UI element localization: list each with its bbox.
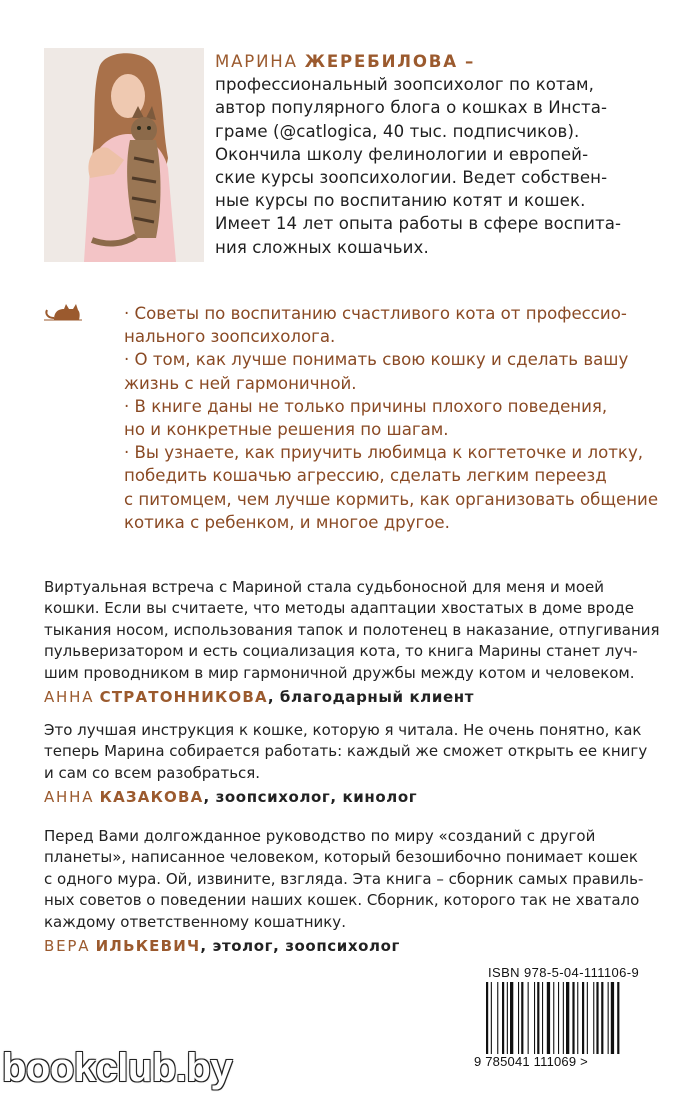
reviewer-last-name: ИЛЬКЕВИЧ (95, 937, 201, 956)
author-with-cat-image (44, 48, 204, 262)
author-last-name: ЖЕРЕБИЛОВА (304, 52, 458, 71)
feature-line: с питомцем, чем лучше кормить, как организовать общение (124, 489, 659, 509)
feature-line: · Советы по воспитанию счастливого кота от профессио- (124, 304, 627, 323)
review-line: шим проводником в мир гармоничной дружбы между котом и человеком. (44, 663, 635, 682)
author-dash: – (464, 52, 476, 71)
bio-line: ные курсы по воспитанию котят и кошек. (215, 191, 586, 211)
review-line: Перед Вами долгожданное руководство по миру «созданий с другой (44, 827, 596, 845)
feature-line: · О том, как лучше понимать свою кошку и сделать вашу (124, 350, 629, 370)
book-features-list (124, 302, 669, 534)
review-line: и сам со всем разобраться. (44, 763, 261, 782)
review-line: Это лучшая инструкция к кошке, которую я читала. Не очень понятно, как (44, 721, 642, 739)
feature-line: · В книге даны не только причины плохого поведения, (124, 396, 608, 416)
review-3 (44, 826, 664, 957)
reviewer-first-name: ВЕРА (44, 937, 91, 956)
bio-line: профессиональный зоопсихолог по котам, (215, 75, 595, 95)
author-first-name: МАРИНА (215, 52, 298, 71)
review-line: ных советов о поведении наших кошек. Сборник, которого так не хватало (44, 891, 640, 910)
reviewer-first-name: АННА (44, 688, 95, 707)
reviewer-signature (44, 787, 664, 808)
review-line: с одного мура. Ой, извините, взгляда. Эта книга – сборник самых правиль- (44, 869, 644, 888)
reviewer-role: , благодарный клиент (267, 688, 474, 707)
bio-line: ния сложных кошачьих. (215, 237, 429, 257)
cat-silhouette-icon (42, 302, 90, 326)
review-line: планеты», написанное человеком, который безошибочно понимает кошек (44, 848, 638, 867)
author-photo (44, 48, 204, 262)
reviewer-last-name: КАЗАКОВА (99, 788, 204, 807)
review-line: кошки. Если вы считаете, что методы адаптации хвостатых в доме вроде (44, 599, 634, 618)
feature-line: победить кошачью агрессию, сделать легким переезд (124, 466, 607, 486)
feature-line: но и конкретные решения по шагам. (124, 420, 449, 440)
reviewer-last-name: СТРАТОННИКОВА (99, 688, 268, 707)
isbn-label: ISBN 978-5-04-111106-9 (488, 965, 640, 980)
bio-line: автор популярного блога о кошках в Инста- (215, 98, 608, 118)
bio-line: ские курсы зоопсихологии. Ведет собствен- (215, 168, 608, 188)
review-line: тыкания носом, использования тапок и полотенец в наказание, отпугивания (44, 620, 660, 639)
reviewer-signature (44, 687, 664, 708)
feature-line: котика с ребенком, и многое другое. (124, 512, 450, 532)
feature-line: жизнь с ней гармоничной. (124, 373, 357, 393)
bio-line: граме (@catlogica, 40 тыс. подписчиков). (215, 121, 580, 141)
review-line: теперь Марина собирается работать: каждый же сможет открыть ее книгу (44, 742, 648, 761)
barcode-digits: 9 785041 111069 > (474, 1054, 669, 1069)
author-bio (215, 50, 665, 259)
reviewer-role: , этолог, зоопсихолог (200, 937, 400, 956)
review-line: Виртуальная встреча с Мариной стала судьбоносной для меня и моей (44, 578, 605, 596)
feature-line: нального зоопсихолога. (124, 327, 336, 347)
site-watermark: bookclub.by (2, 1046, 233, 1090)
review-1 (44, 577, 664, 708)
reviewer-signature (44, 936, 664, 957)
reviewer-first-name: АННА (44, 788, 95, 807)
bio-line: Имеет 14 лет опыта работы в сфере воспита- (215, 214, 622, 234)
author-name-line (215, 50, 665, 73)
review-line: каждому ответственному кошатнику. (44, 912, 346, 931)
review-line: пульверизатором и есть социализация кота, то книга Марины станет луч- (44, 642, 638, 661)
review-2 (44, 720, 664, 809)
feature-line: · Вы узнаете, как приучить любимца к когтеточке и лотку, (124, 443, 644, 463)
reviewer-role: , зоопсихолог, кинолог (203, 788, 418, 807)
bio-line: Окончила школу фелинологии и европей- (215, 144, 589, 164)
